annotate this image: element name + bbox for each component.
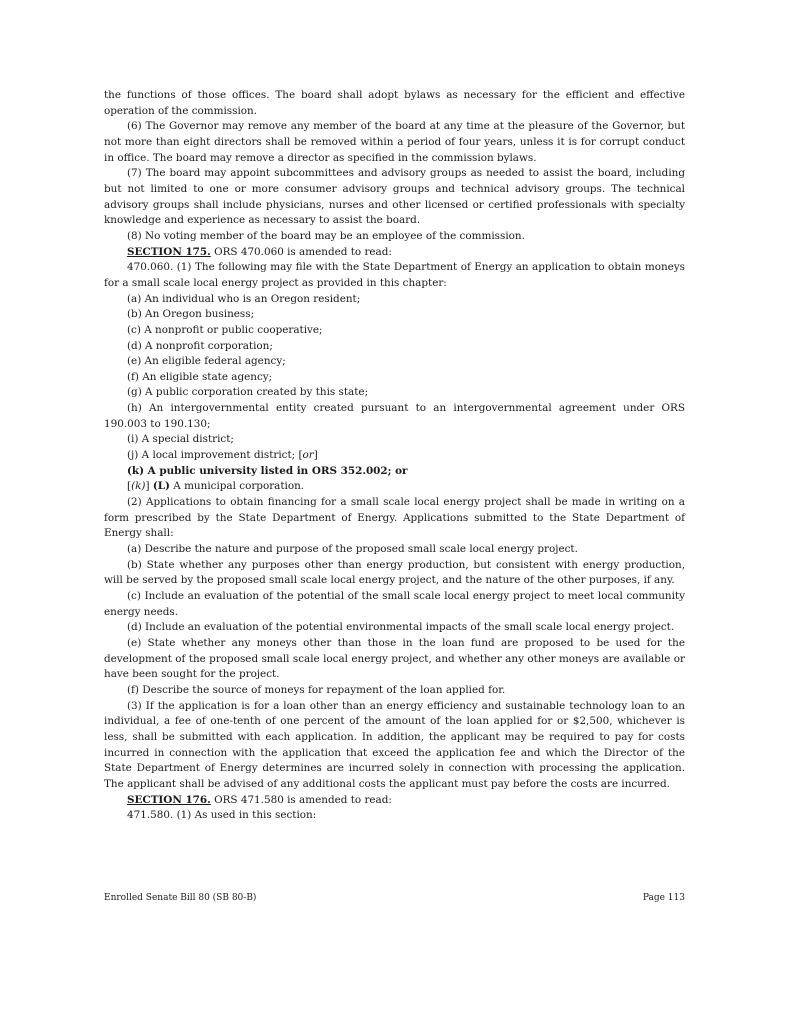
subsection-2-a: (a) Describe the nature and purpose of the proposed small scale local energy project. xyxy=(127,543,578,556)
list-item-f: (f) An eligible state agency; xyxy=(127,370,273,383)
list-item-l xyxy=(104,479,685,495)
bracket-close: ] xyxy=(313,449,318,462)
list-item-j-text: (j) A local improvement district; [ xyxy=(127,449,303,462)
list-item-i: (i) A special district; xyxy=(127,433,234,446)
subsection-2-e: (e) State whether any moneys other than those in the loan fund are proposed to be used for the development of the proposed small scale local energy project, and whether any other moneys are available or have been sought for the project. xyxy=(104,636,685,681)
page-footer xyxy=(104,893,685,903)
section-176-label: SECTION 176. xyxy=(127,793,211,806)
paragraph-8: (8) No voting member of the board may be an employee of the commission. xyxy=(127,229,525,242)
paragraph-7: (7) The board may appoint subcommittees and advisory groups as needed to assist the board, including but not limited to one or more consumer advisory groups and technical advisory groups. The technical advisory groups shall include physicians, nurses and other licensed or certified professionals with specialty knowledge and experience as necessary to assist the board. xyxy=(104,167,685,227)
deleted-text-or: or xyxy=(302,449,314,462)
list-item-b: (b) An Oregon business; xyxy=(127,308,255,321)
bracket-close-2: ] xyxy=(145,480,153,493)
list-item-a: (a) An individual who is an Oregon resident; xyxy=(127,292,361,305)
footer-bill-name: Enrolled Senate Bill 80 (SB 80-B) xyxy=(104,893,257,903)
section-175-label: SECTION 175. xyxy=(127,245,211,258)
list-item-l-text: A municipal corporation. xyxy=(169,480,305,493)
list-item-g: (g) A public corporation created by this state; xyxy=(127,386,369,399)
list-item-c: (c) A nonprofit or public cooperative; xyxy=(127,323,323,336)
section-176-text: ORS 471.580 is amended to read: xyxy=(210,793,392,806)
deleted-text-k: (k) xyxy=(131,480,146,493)
inserted-text-l: (L) xyxy=(152,480,170,493)
ors-470-060-subsection-1: 470.060. (1) The following may file with the State Department of Energy an application to obtain moneys for a small scale local energy project as provided in this chapter: xyxy=(104,261,685,289)
list-item-d: (d) A nonprofit corporation; xyxy=(127,339,273,352)
paragraph-continuation: the functions of those offices. The board shall adopt bylaws as necessary for the efficient and effective operation of the commission. xyxy=(104,89,685,117)
ors-471-580-subsection-1: 471.580. (1) As used in this section: xyxy=(127,809,317,822)
section-175-heading xyxy=(104,245,685,261)
section-176-heading xyxy=(104,793,685,809)
subsection-2-d: (d) Include an evaluation of the potential environmental impacts of the small scale local energy project. xyxy=(127,621,675,634)
bracket-open: [ xyxy=(127,480,132,493)
paragraph-6: (6) The Governor may remove any member of the board at any time at the pleasure of the Governor, but not more than eight directors shall be removed within a period of four years, unless it is for corrupt conduct in office. The board may remove a director as specified in the commission bylaws. xyxy=(104,120,685,164)
document-body xyxy=(104,88,685,824)
subsection-2-c: (c) Include an evaluation of the potential of the small scale local energy project to meet local community energy needs. xyxy=(104,590,685,618)
footer-page-number: Page 113 xyxy=(642,893,685,903)
list-item-j xyxy=(104,448,685,464)
list-item-e: (e) An eligible federal agency; xyxy=(127,355,286,368)
subsection-2: (2) Applications to obtain financing for a small scale local energy project shall be made in writing on a form prescribed by the State Department of Energy. Applications submitted to the State Department of Energy shall: xyxy=(104,496,685,540)
list-item-k-new: (k) A public university listed in ORS 352.002; or xyxy=(127,464,408,477)
subsection-2-b: (b) State whether any purposes other than energy production, but consistent with energy production, will be served by the proposed small scale local energy project, and the nature of the other purposes, if any. xyxy=(104,558,685,587)
list-item-h: (h) An intergovernmental entity created pursuant to an intergovernmental agreement under ORS 190.003 to 190.130; xyxy=(104,402,685,430)
subsection-2-f: (f) Describe the source of moneys for repayment of the loan applied for. xyxy=(127,683,506,696)
section-175-text: ORS 470.060 is amended to read: xyxy=(210,245,392,258)
subsection-3: (3) If the application is for a loan other than an energy efficiency and sustainable technology loan to an individual, a fee of one-tenth of one percent of the amount of the loan applied for or $2,500, whichever is less, shall be submitted with each application. In addition, the applicant may be required to pay for costs incurred in connection with the application that exceed the application fee and which the Director of the State Department of Energy determines are incurred solely in connection with processing the application. The applicant shall be advised of any additional costs the applicant must pay before the costs are incurred. xyxy=(104,699,685,790)
